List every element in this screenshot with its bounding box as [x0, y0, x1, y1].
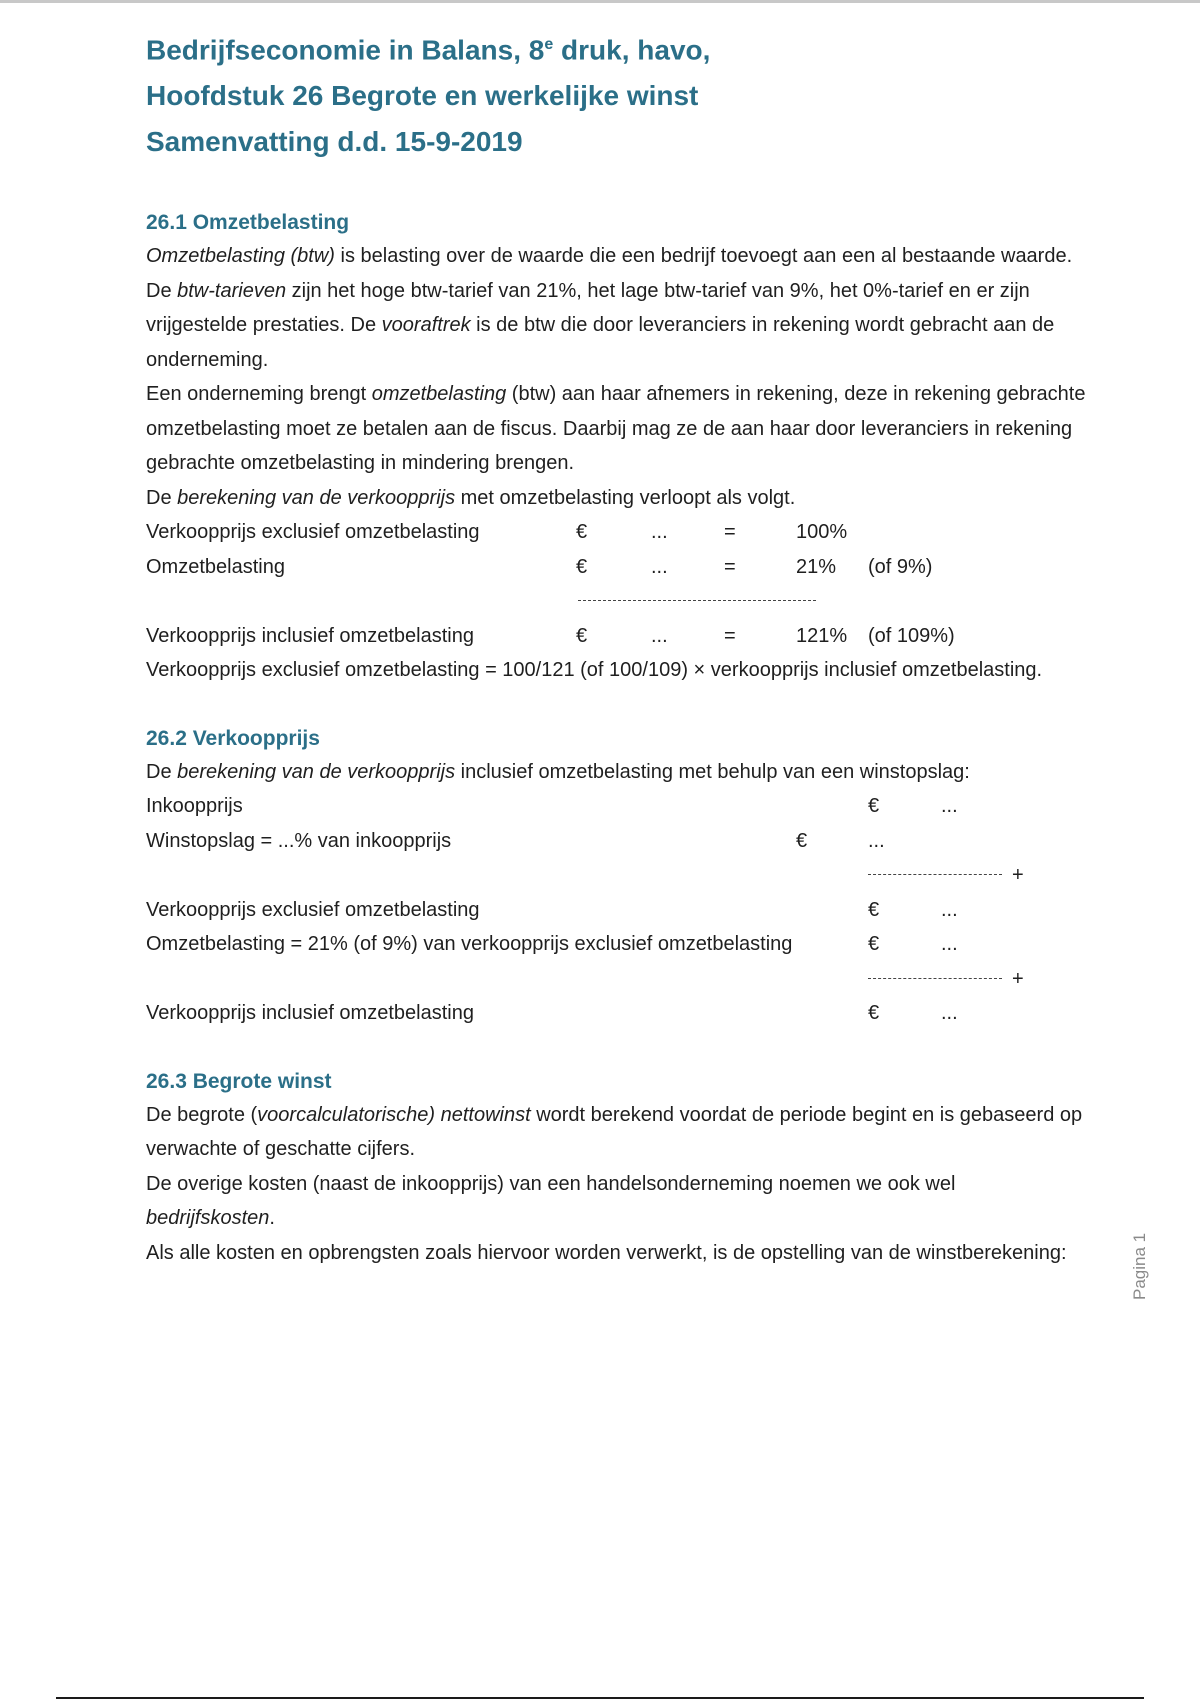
section-begrote-winst: [146, 1066, 1086, 1271]
dashed-separator: [578, 600, 816, 601]
text: wordt berekend voordat de periode begint en is gebaseerd op verwachte of geschatte cijfers.: [146, 1103, 1083, 1161]
calculation-table: [146, 515, 1086, 653]
separator-row: [146, 858, 1086, 893]
plus-sign: +: [1012, 864, 1024, 887]
separator-row: [146, 584, 1086, 619]
price-label: Winstopslag = ...% van inkoopprijs: [146, 829, 452, 852]
section-heading: 26.3 Begrote winst: [146, 1069, 332, 1093]
euro-sign: €: [796, 829, 808, 852]
text: zijn het hoge btw-tarief van 21%, het lage btw-tarief van 9%, het 0%-tarief en er zijn vrijgestelde prestaties. De: [146, 279, 1030, 337]
text: inclusief omzetbelasting met behulp van een winstopslag:: [455, 760, 970, 783]
price-row: [146, 996, 1086, 1031]
calc-label: Verkoopprijs exclusief omzetbelasting: [146, 521, 480, 544]
dashed-separator: [868, 978, 1002, 979]
euro-sign: €: [868, 898, 880, 921]
title-line-1: [146, 22, 1086, 73]
title-line-2: Hoofdstuk 26 Begrote en werkelijke winst: [146, 80, 699, 112]
calc-percentage: 121%: [796, 624, 848, 647]
calc-label: Verkoopprijs inclusief omzetbelasting: [146, 624, 474, 647]
calc-value: ...: [651, 521, 668, 544]
price-label: Inkoopprijs: [146, 795, 243, 818]
text: De: [146, 760, 178, 783]
calc-row: [146, 550, 1086, 585]
term-omzetbelasting: Omzetbelasting (btw): [146, 245, 335, 268]
price-row: [146, 789, 1086, 824]
price-row: [146, 824, 1086, 859]
section-verkoopprijs: [146, 723, 1086, 1031]
price-value: ...: [941, 933, 958, 956]
term-berekening: berekening van de verkoopprijs: [177, 760, 456, 783]
price-value: ...: [868, 829, 885, 852]
text: De: [146, 486, 178, 509]
euro-sign: €: [868, 1002, 880, 1025]
price-value: ...: [941, 1002, 958, 1025]
text: De overige kosten (naast de inkoopprijs) van een handelsonderneming noemen we ook wel: [146, 1172, 956, 1195]
price-label: Omzetbelasting = 21% (of 9%) van verkoopprijs exclusief omzetbelasting: [146, 933, 793, 956]
price-label: Verkoopprijs exclusief omzetbelasting: [146, 898, 480, 921]
paragraph-btw-definition: [146, 239, 1086, 377]
calc-row: [146, 619, 1086, 654]
calc-percentage: 21%: [796, 555, 837, 578]
calc-value: ...: [651, 555, 668, 578]
euro-sign: €: [576, 624, 588, 647]
title-text: Bedrijfseconomie in Balans, 8: [146, 34, 545, 66]
euro-sign: €: [576, 555, 588, 578]
section-heading: 26.2 Verkoopprijs: [146, 726, 320, 750]
text: .: [269, 1207, 275, 1230]
text: Een onderneming brengt: [146, 383, 372, 406]
title-superscript: e: [544, 36, 554, 53]
calc-alt-percentage: (of 9%): [868, 555, 933, 578]
title-line-3: Samenvatting d.d. 15-9-2019: [146, 126, 523, 158]
paragraph-btw-afdracht: [146, 377, 1086, 481]
dashed-separator: [868, 874, 1002, 875]
formula-paragraph: Verkoopprijs exclusief omzetbelasting = 100/121 (of 100/109) × verkoopprijs inclusief omzetbelasting.: [146, 659, 1043, 682]
text: is belasting over de waarde die een bedrijf toevoegt aan een al bestaande waarde. De: [146, 245, 1073, 302]
equals-sign: =: [724, 555, 736, 578]
price-value: ...: [941, 795, 958, 818]
paragraph-berekening-intro: [146, 481, 1086, 516]
plus-sign: +: [1012, 967, 1024, 990]
term-btw-tarieven: btw-tarieven: [177, 279, 287, 302]
text: met omzetbelasting verloopt als volgt.: [455, 486, 796, 509]
euro-sign: €: [868, 795, 880, 818]
term-vooraftrek: vooraftrek: [381, 314, 471, 337]
paragraph-verkoopprijs-intro: [146, 755, 1086, 790]
section-heading: 26.1 Omzetbelasting: [146, 211, 350, 235]
term-omzetbelasting: omzetbelasting: [371, 383, 507, 406]
text: De begrote (: [146, 1103, 258, 1126]
price-row: [146, 927, 1086, 962]
text: (btw) aan haar afnemers in rekening, deze in rekening gebrachte omzetbelasting moet ze betalen aan de fiscus. Daarbij mag ze de aan haar door leveranciers in rekening gebrachte omzetbelasting in mindering brengen.: [146, 383, 1086, 475]
equals-sign: =: [724, 521, 736, 544]
price-value: ...: [941, 898, 958, 921]
calc-label: Omzetbelasting: [146, 555, 285, 578]
top-border: [0, 0, 1200, 3]
euro-sign: €: [576, 521, 588, 544]
calc-row: [146, 515, 1086, 550]
document-page: [146, 22, 1086, 1270]
term-nettowinst: voorcalculatorische) nettowinst: [257, 1103, 531, 1126]
title-text-end: druk, havo,: [553, 34, 711, 66]
calc-alt-percentage: (of 109%): [868, 624, 955, 647]
text: is de btw die door leveranciers in rekening wordt gebracht aan de onderneming.: [146, 314, 1055, 371]
price-row: [146, 893, 1086, 928]
price-calculation-table: [146, 789, 1086, 1031]
paragraph-winstberekening: Als alle kosten en opbrengsten zoals hiervoor worden verwerkt, is de opstelling van de winstberekening:: [146, 1241, 1067, 1264]
separator-row: [146, 962, 1086, 997]
document-header: [146, 22, 1086, 165]
paragraph-bedrijfskosten: [146, 1167, 1086, 1236]
term-bedrijfskosten: bedrijfskosten: [146, 1207, 270, 1230]
price-label: Verkoopprijs inclusief omzetbelasting: [146, 1002, 474, 1025]
term-berekening: berekening van de verkoopprijs: [177, 486, 456, 509]
page-number-label: Pagina 1: [1130, 1232, 1149, 1300]
bottom-border: [56, 1697, 1144, 1699]
equals-sign: =: [724, 624, 736, 647]
section-omzetbelasting: [146, 207, 1086, 688]
paragraph-begrote-winst: [146, 1098, 1086, 1167]
calc-percentage: 100%: [796, 521, 848, 544]
calc-value: ...: [651, 624, 668, 647]
euro-sign: €: [868, 933, 880, 956]
